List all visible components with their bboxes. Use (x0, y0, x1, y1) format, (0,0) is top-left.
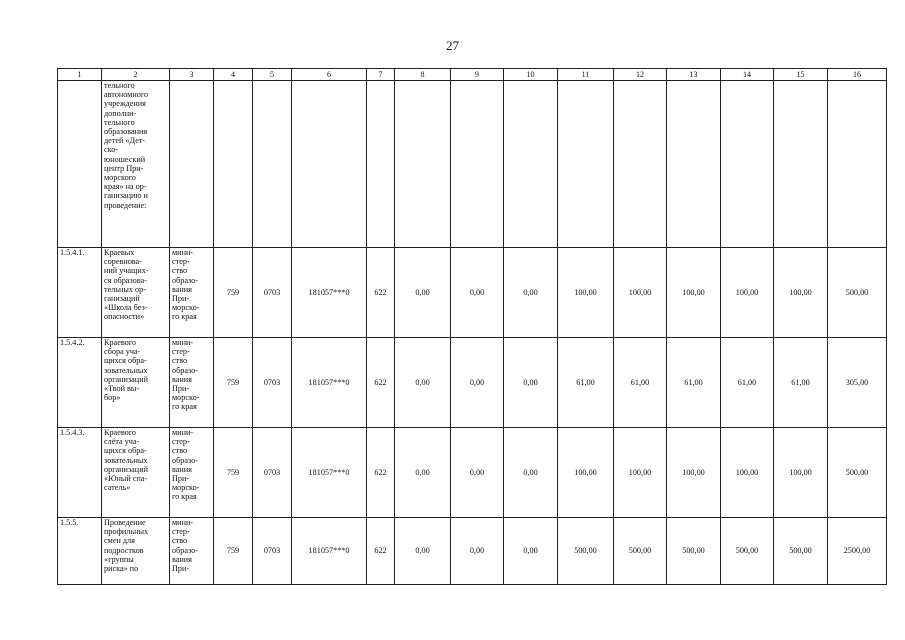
cell-col-7: 622 (367, 428, 395, 518)
cell-col-13: 100,00 (667, 428, 721, 518)
column-header: 9 (451, 69, 504, 81)
table-row (58, 338, 887, 428)
cell-col-4: 759 (214, 518, 253, 585)
cell-col-10: 0,00 (504, 338, 558, 428)
cell-col-11: 100,00 (558, 428, 614, 518)
column-header: 1 (58, 69, 102, 81)
cell-col-16: 500,00 (828, 428, 887, 518)
cell-col-4: 759 (214, 338, 253, 428)
executor (170, 81, 214, 248)
column-header: 10 (504, 69, 558, 81)
item-name: тельного автономного учреждения дополни- тельного образования детей «Дет- ско- юношеский центр При- морского края» на ор- ганизацию и проведение: (102, 81, 170, 248)
cell-col-16 (828, 81, 887, 248)
column-header: 2 (102, 69, 170, 81)
cell-col-8: 0,00 (395, 518, 451, 585)
cell-col-6: 181057***0 (292, 338, 367, 428)
column-header: 16 (828, 69, 887, 81)
column-header: 6 (292, 69, 367, 81)
column-header: 11 (558, 69, 614, 81)
cell-col-13: 61,00 (667, 338, 721, 428)
cell-col-5 (253, 81, 292, 248)
column-header: 5 (253, 69, 292, 81)
cell-col-10 (504, 81, 558, 248)
column-header: 12 (614, 69, 667, 81)
cell-col-12: 100,00 (614, 428, 667, 518)
cell-col-4 (214, 81, 253, 248)
cell-col-11: 500,00 (558, 518, 614, 585)
cell-col-15: 61,00 (774, 338, 828, 428)
executor: мини- стер- ство образо- вания При- (170, 518, 214, 585)
cell-col-7 (367, 81, 395, 248)
cell-col-16: 305,00 (828, 338, 887, 428)
cell-col-4: 759 (214, 248, 253, 338)
cell-col-15 (774, 81, 828, 248)
column-header: 4 (214, 69, 253, 81)
item-code: 1.5.4.3. (58, 428, 102, 518)
cell-col-5: 0703 (253, 338, 292, 428)
cell-col-11 (558, 81, 614, 248)
cell-col-13 (667, 81, 721, 248)
table-row (58, 81, 887, 248)
cell-col-14: 500,00 (721, 518, 774, 585)
executor: мини- стер- ство образо- вания При- морско- го края (170, 428, 214, 518)
cell-col-9 (451, 81, 504, 248)
cell-col-12: 100,00 (614, 248, 667, 338)
cell-col-16: 2500,00 (828, 518, 887, 585)
cell-col-10: 0,00 (504, 518, 558, 585)
cell-col-15: 500,00 (774, 518, 828, 585)
cell-col-11: 61,00 (558, 338, 614, 428)
cell-col-5: 0703 (253, 428, 292, 518)
cell-col-8: 0,00 (395, 428, 451, 518)
item-code (58, 81, 102, 248)
cell-col-14: 61,00 (721, 338, 774, 428)
cell-col-12 (614, 81, 667, 248)
column-header: 8 (395, 69, 451, 81)
executor: мини- стер- ство образо- вания При- морско- го края (170, 338, 214, 428)
item-name: Краевого сбора уча- щихся обра- зовательных организаций «Твой вы- бор» (102, 338, 170, 428)
table-row (58, 428, 887, 518)
cell-col-9: 0,00 (451, 338, 504, 428)
column-header: 14 (721, 69, 774, 81)
cell-col-8 (395, 81, 451, 248)
cell-col-14 (721, 81, 774, 248)
cell-col-8: 0,00 (395, 248, 451, 338)
executor: мини- стер- ство образо- вания При- морско- го края (170, 248, 214, 338)
cell-col-11: 100,00 (558, 248, 614, 338)
cell-col-5: 0703 (253, 518, 292, 585)
item-name: Краевого слёта уча- щихся обра- зовательных организаций «Юный спа- сатель» (102, 428, 170, 518)
budget-table (57, 68, 887, 585)
cell-col-12: 61,00 (614, 338, 667, 428)
cell-col-16: 500,00 (828, 248, 887, 338)
cell-col-7: 622 (367, 518, 395, 585)
cell-col-10: 0,00 (504, 428, 558, 518)
column-number-row (58, 69, 887, 81)
cell-col-13: 500,00 (667, 518, 721, 585)
cell-col-15: 100,00 (774, 248, 828, 338)
cell-col-14: 100,00 (721, 428, 774, 518)
cell-col-9: 0,00 (451, 428, 504, 518)
cell-col-6: 181057***0 (292, 518, 367, 585)
cell-col-6 (292, 81, 367, 248)
table-row (58, 248, 887, 338)
cell-col-15: 100,00 (774, 428, 828, 518)
cell-col-4: 759 (214, 428, 253, 518)
column-header: 7 (367, 69, 395, 81)
cell-col-6: 181057***0 (292, 248, 367, 338)
item-name: Проведение профильных смен для подростков «группы риска» по (102, 518, 170, 585)
cell-col-13: 100,00 (667, 248, 721, 338)
column-header: 3 (170, 69, 214, 81)
cell-col-14: 100,00 (721, 248, 774, 338)
page-number: 27 (446, 38, 459, 53)
cell-col-9: 0,00 (451, 518, 504, 585)
cell-col-7: 622 (367, 338, 395, 428)
cell-col-10: 0,00 (504, 248, 558, 338)
table-row (58, 518, 887, 585)
item-name: Краевых соревнова- ний учащих- ся образова- тельных ор- ганизаций «Школа без- опасности» (102, 248, 170, 338)
column-header: 13 (667, 69, 721, 81)
cell-col-9: 0,00 (451, 248, 504, 338)
cell-col-5: 0703 (253, 248, 292, 338)
item-code: 1.5.5. (58, 518, 102, 585)
cell-col-8: 0,00 (395, 338, 451, 428)
cell-col-12: 500,00 (614, 518, 667, 585)
cell-col-6: 181057***0 (292, 428, 367, 518)
item-code: 1.5.4.2. (58, 338, 102, 428)
item-code: 1.5.4.1. (58, 248, 102, 338)
column-header: 15 (774, 69, 828, 81)
cell-col-7: 622 (367, 248, 395, 338)
